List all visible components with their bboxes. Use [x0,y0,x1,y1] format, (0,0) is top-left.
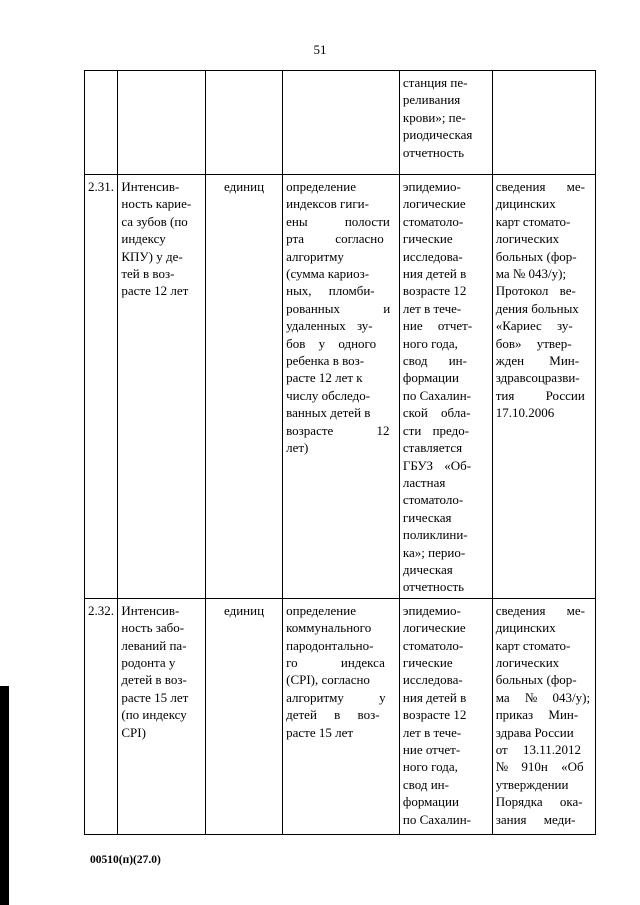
page-number: 51 [313,42,327,57]
text-line: утверждении [495,776,569,792]
text-line: ных, пломби- [286,283,375,299]
text-line: ма № 043/у); [495,689,591,705]
basis-cell [492,598,595,834]
text-line: ской обла- [402,405,471,421]
cell-source-continuation [399,71,492,175]
text-line: пародонтально- [286,637,374,653]
text-line: ние отчет- [402,318,473,334]
text-line: поликлини- [402,527,468,543]
text-line: по Сахалин- [402,387,471,403]
method-cell [283,598,400,834]
text-line: (сумма кариоз- [286,266,370,282]
text-line: ния детей в [402,689,467,705]
text-line: (CPI), согласно [286,672,370,688]
document-code: 00510(п)(27.0) [90,854,161,866]
text-line: CPI) [121,724,146,740]
text-line: ма № 043/у); [495,266,567,282]
text-line: числу обследо- [286,387,371,403]
text-line: расте 15 лет [121,689,189,705]
text-line: тей в воз- [121,266,175,282]
text-line: крови»; пе- [402,109,466,125]
text-line: са зубов (по [121,213,188,229]
text-line: ГБУЗ «Об- [402,457,472,473]
cell-empty [118,71,206,175]
text-line: от 13.11.2012 [495,742,581,757]
cell-empty [492,71,595,175]
text-line: Порядка ока- [495,794,583,810]
text-line: исследова- [402,672,463,688]
text-line: расте 15 лет [286,724,354,740]
row-number: 2.31. [85,175,118,599]
text-line: возрасте 12 [286,422,390,438]
text-line: стоматоло- [402,492,464,508]
text-line: алгоритму у [286,689,386,705]
text-line: дения больных [495,300,579,316]
text-line: риодическая [402,127,473,143]
table-row-continuation [85,71,596,175]
text-line: 17.10.2006 [495,405,555,421]
text-line: формации [402,370,459,386]
text-line: ены полости [286,213,390,229]
text-line: исследова- [402,248,463,264]
unit-cell: единиц [205,598,282,834]
text-line: ванных детей в [286,405,371,421]
text-line: дицинских [495,620,556,636]
text-line: логических [495,231,560,247]
table-row [85,175,596,599]
text-line: свод ин- [402,776,449,792]
text-line: ность карие- [121,196,192,212]
text-line: ного года, [402,759,458,775]
text-line: сведения ме- [495,602,586,618]
text-line: эпидемио- [402,602,461,618]
text-line: возрасте 12 [402,283,467,299]
text-line: логические [402,196,466,212]
unit-cell: единиц [205,175,282,599]
text-line: возрасте 12 [402,707,467,723]
text-line: формации [402,794,459,810]
indicators-table [84,70,596,835]
text-line: ставляется [402,440,463,456]
text-line: зания меди- [495,811,576,827]
text-line: эпидемио- [402,179,461,194]
text-line: расте 12 лет [121,283,189,299]
text-line: здравсоцразви- [495,370,580,386]
text-line: станция пе- [402,75,468,90]
scan-edge-mark [0,686,9,905]
row-number: 2.32. [85,598,118,834]
text-line: ного года, [402,335,458,351]
text-line: индексов гиги- [286,196,369,212]
text-line: ния детей в [402,266,467,282]
cell-empty [283,71,400,175]
text-line: гическая [402,509,452,525]
text-line: бов» утвер- [495,335,572,351]
text-line: логические [402,620,466,636]
text-line: «Кариес зу- [495,318,573,334]
text-line: родонта у [121,654,176,670]
source-cell [399,175,492,599]
text-line: сведения ме- [495,179,586,194]
text-line: приказ Мин- [495,707,579,723]
text-line: коммунального [286,620,372,636]
indicator-name-cell [118,598,206,834]
basis-cell [492,175,595,599]
text-line: лет) [286,440,309,456]
text-line: лет в тече- [402,300,462,316]
text-line: отчетность [402,144,465,160]
text-line: удаленных зу- [286,318,373,334]
text-line: отчетность [402,579,465,595]
text-line: стоматоло- [402,637,464,653]
text-line: тия России [495,387,585,403]
text-line: стоматоло- [402,213,464,229]
text-line: бов у одного [286,335,377,351]
cell-empty [85,71,118,175]
text-line: № 910н «Об [495,759,584,775]
text-line: ластная [402,474,446,490]
text-line: здрава России [495,724,574,740]
text-line: по Сахалин- [402,811,471,827]
text-line: карт стомато- [495,637,571,653]
text-line: ние отчет- [402,742,461,757]
text-line: дицинских [495,196,556,212]
text-line: дическая [402,561,453,577]
text-line: Интенсив- [121,602,180,618]
text-line: карт стомато- [495,213,571,229]
text-line: (по индексу [121,707,187,723]
source-cell [399,598,492,834]
text-line: Протокол ве- [495,283,576,299]
text-line: лет в тече- [402,724,462,740]
text-line: Интенсив- [121,179,180,194]
indicator-name-cell [118,175,206,599]
text-line: расте 12 лет к [286,370,363,386]
text-line: определение [286,602,356,618]
text-line: реливания [402,92,461,108]
text-line: детей в воз- [121,672,187,688]
text-line: индексу [121,231,166,247]
text-line: го индекса [286,654,385,670]
text-line: ка»; перио- [402,544,466,560]
text-line: логических [495,654,560,670]
text-line: больных (фор- [495,248,577,264]
text-line: ребенка в воз- [286,353,365,369]
text-line: леваний па- [121,637,187,653]
text-line: гические [402,654,453,670]
text-line: детей в воз- [286,707,380,723]
text-line: жден Мин- [495,353,580,369]
text-line: рованных и [286,300,391,316]
text-line: больных (фор- [495,672,577,688]
text-line: рта согласно [286,231,384,247]
method-cell [283,175,400,599]
text-line: КПУ) у де- [121,248,183,264]
text-line: гические [402,231,453,247]
text-line: свод ин- [402,353,467,369]
text-line: ность забо- [121,620,185,636]
text-line: алгоритму [286,248,344,264]
text-line: определение [286,179,356,194]
table-row [85,598,596,834]
text-line: сти предо- [402,422,470,438]
cell-empty [205,71,282,175]
